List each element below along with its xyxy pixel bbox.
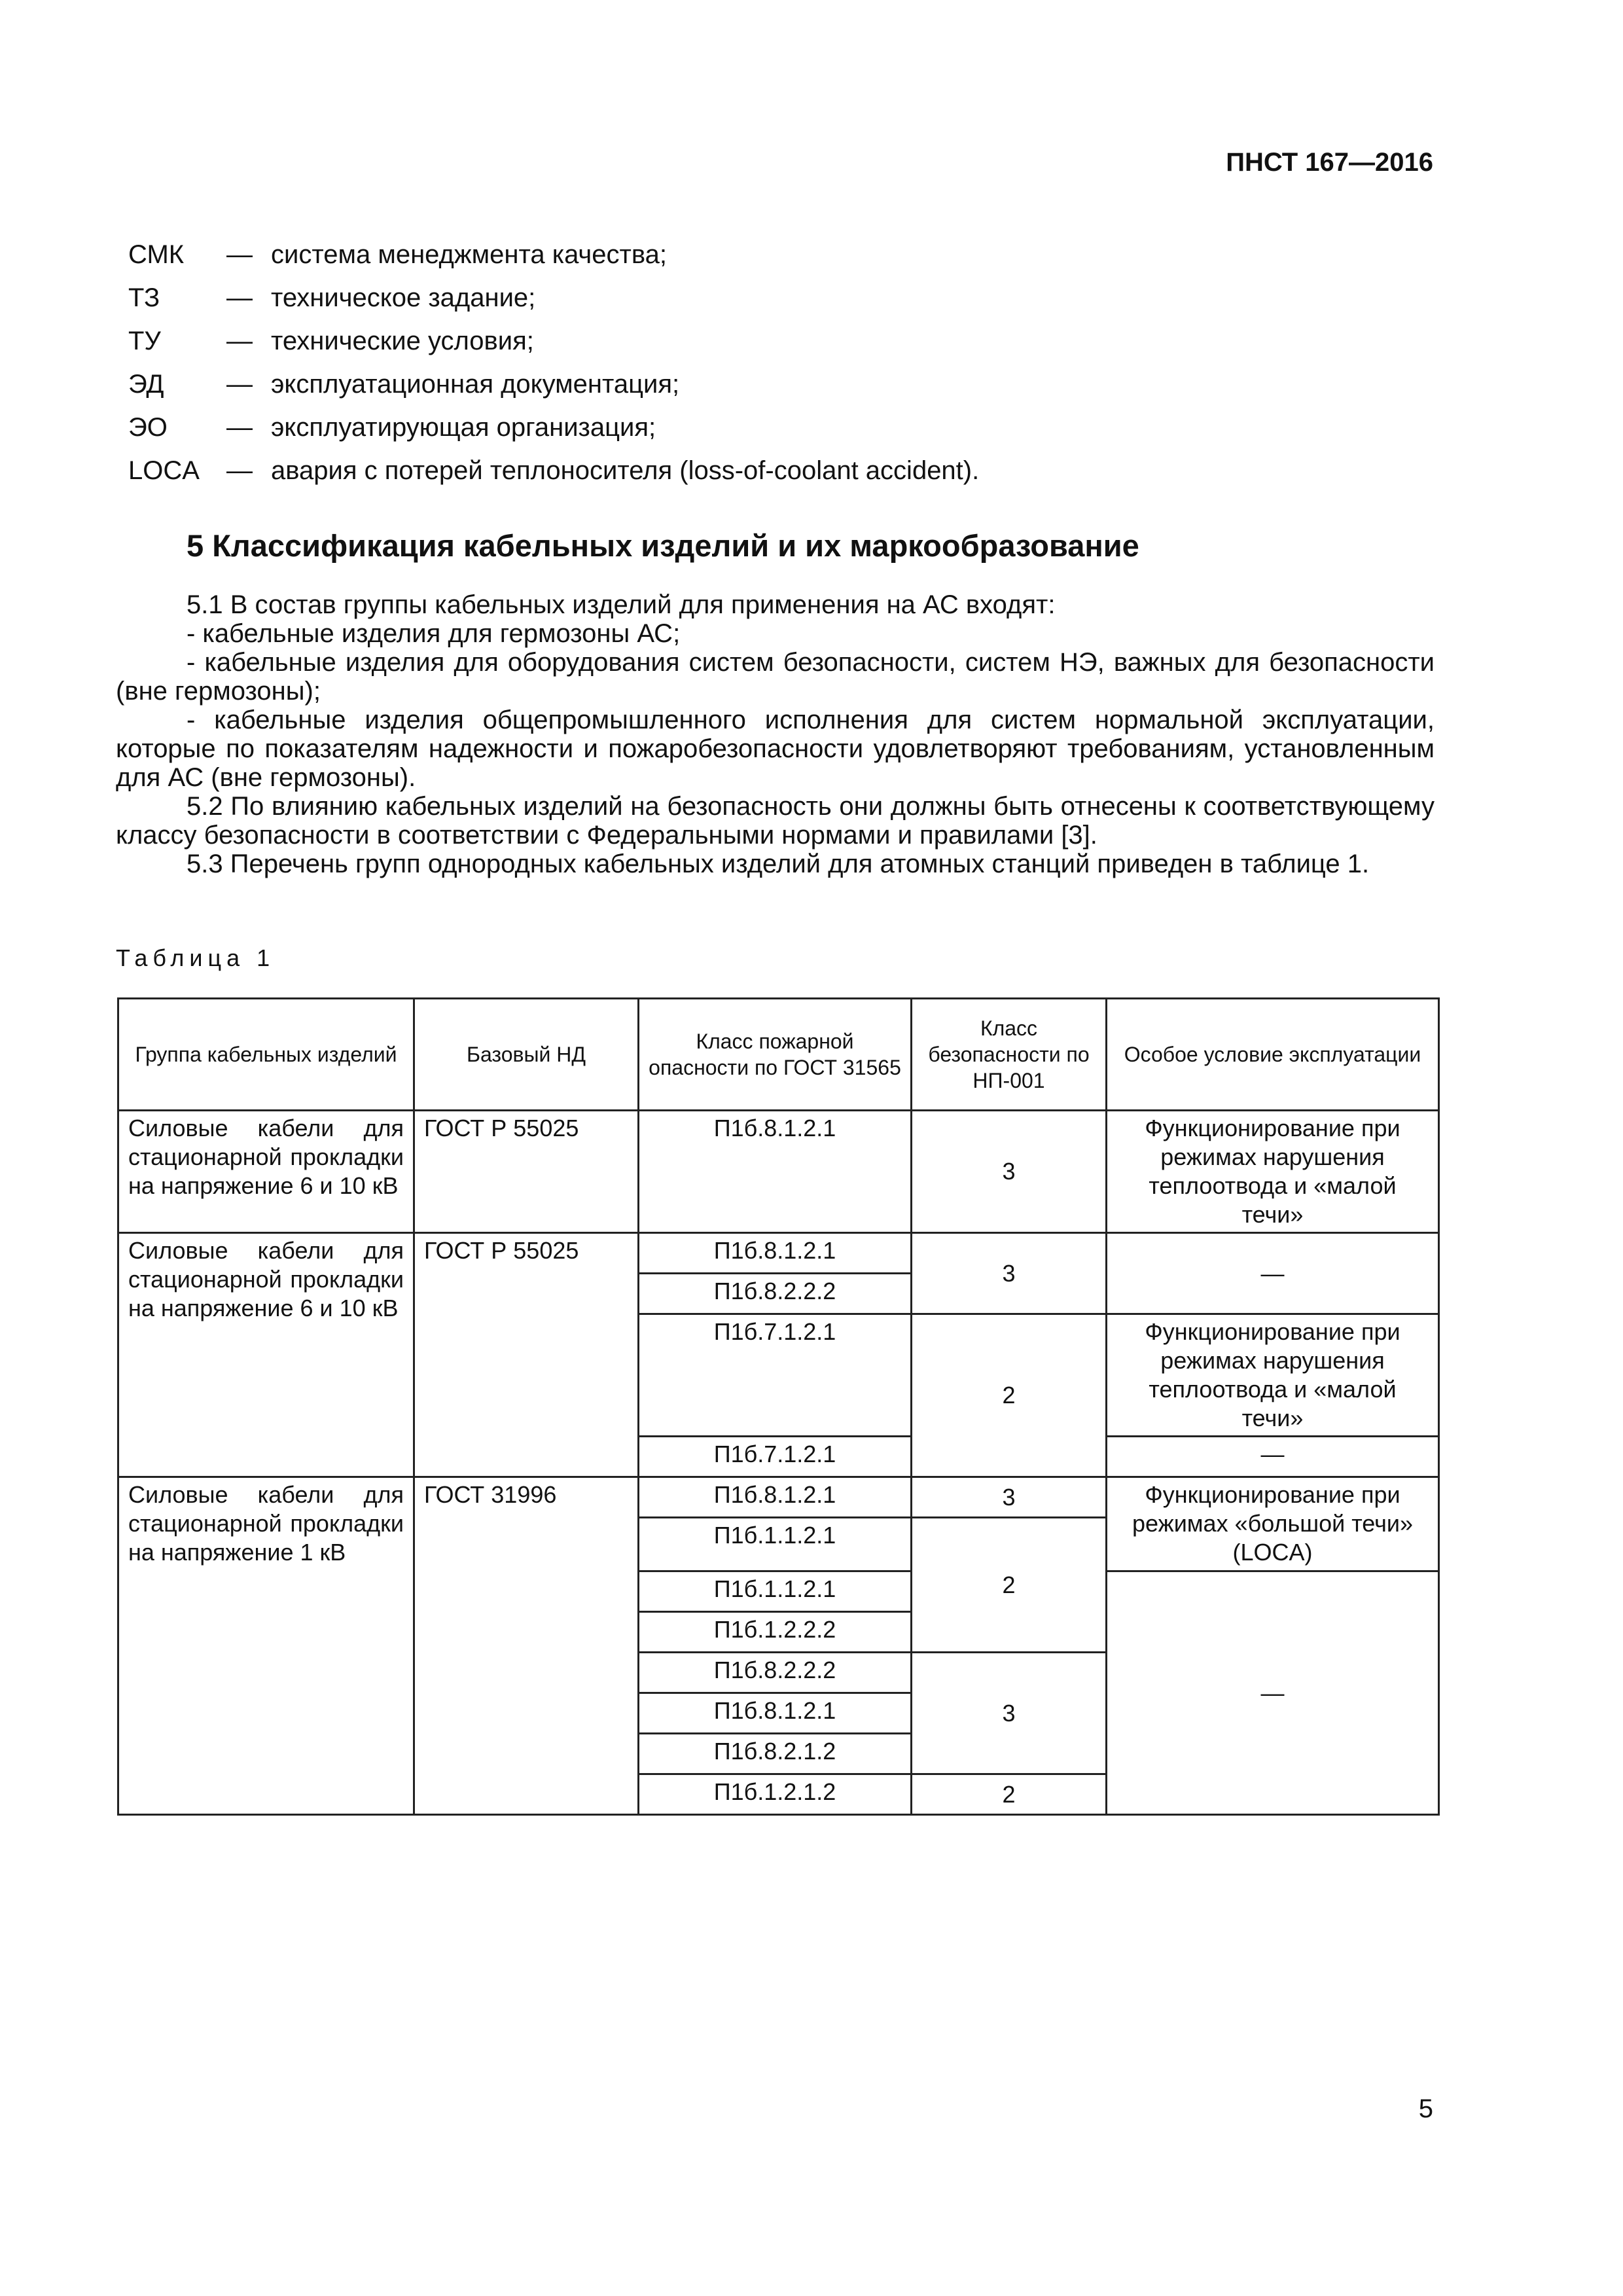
abbreviation-item: [128, 276, 1503, 319]
safety-class-cell: 2: [912, 1314, 1107, 1477]
condition-cell: —: [1107, 1571, 1439, 1815]
abbreviation-definition: технические условия;: [271, 327, 534, 355]
fire-class-cell: П1б.8.1.2.1: [639, 1111, 912, 1233]
condition-cell: Функционирование при режимах нарушения теплоотвода и «малой течи»: [1107, 1111, 1439, 1233]
condition-cell: Функционирование при режимах «большой течи» (LOCA): [1107, 1477, 1439, 1571]
abbreviation-term: LOCA: [128, 456, 200, 485]
abbreviation-term: ТЗ: [128, 283, 160, 312]
abbreviation-dash: —: [226, 370, 253, 399]
abbreviation-dash: —: [226, 240, 253, 269]
safety-class-cell: 2: [912, 1518, 1107, 1653]
fire-class-cell: П1б.8.2.2.2: [639, 1653, 912, 1693]
page-number: 5: [1418, 2094, 1433, 2123]
abbreviation-item: [128, 363, 1503, 406]
list-item: - кабельные изделия для гермозоны АС;: [187, 619, 681, 648]
table-caption: Таблица 1: [116, 944, 276, 971]
cable-group-cell: Силовые кабели для стационарной прокладки на напряжение 6 и 10 кВ: [118, 1233, 414, 1477]
safety-class-cell: 2: [912, 1774, 1107, 1815]
abbreviation-dash: —: [226, 327, 253, 355]
abbreviation-item: [128, 319, 1503, 363]
fire-class-cell: П1б.1.2.2.2: [639, 1612, 912, 1653]
safety-class-cell: 3: [912, 1233, 1107, 1314]
table-row: [118, 1233, 1439, 1274]
cable-group-cell: Силовые кабели для стационарной прокладки на напряжение 1 кВ: [118, 1477, 414, 1815]
header-condition: Особое условие эксплуатации: [1107, 999, 1439, 1111]
abbreviation-definition: эксплуатационная документация;: [271, 370, 680, 399]
fire-class-cell: П1б.1.1.2.1: [639, 1571, 912, 1612]
abbreviation-term: ЭО: [128, 413, 168, 442]
document-code: ПНСТ 167—2016: [1226, 148, 1433, 177]
fire-class-cell: П1б.7.1.2.1: [639, 1437, 912, 1477]
abbreviation-definition: техническое задание;: [271, 283, 536, 312]
abbreviation-item: [128, 406, 1503, 449]
header-base-nd: Базовый НД: [414, 999, 639, 1111]
paragraph: 5.1 В состав группы кабельных изделий для применения на АС входят:: [187, 590, 1056, 619]
abbreviation-term: СМК: [128, 240, 185, 269]
fire-class-cell: П1б.8.1.2.1: [639, 1477, 912, 1518]
paragraph: 5.3 Перечень групп однородных кабельных изделий для атомных станций приведен в таблице 1.: [187, 850, 1370, 878]
cable-group-cell: Силовые кабели для стационарной прокладки на напряжение 6 и 10 кВ: [118, 1111, 414, 1233]
abbreviation-dash: —: [226, 413, 253, 442]
safety-class-cell: 3: [912, 1477, 1107, 1518]
abbreviation-definition: авария с потерей теплоносителя (loss-of-coolant accident).: [271, 456, 980, 485]
safety-class-cell: 3: [912, 1653, 1107, 1774]
fire-class-cell: П1б.8.1.2.1: [639, 1693, 912, 1734]
section-body: [116, 590, 1435, 878]
header-fire-class: Класс пожарной опасности по ГОСТ 31565: [639, 999, 912, 1111]
fire-class-cell: П1б.8.2.1.2: [639, 1734, 912, 1774]
header-cable-group: Группа кабельных изделий: [118, 999, 414, 1111]
base-nd-cell: ГОСТ Р 55025: [414, 1233, 639, 1477]
abbreviation-item: [128, 233, 1503, 276]
cable-groups-table: [117, 997, 1440, 1816]
fire-class-cell: П1б.7.1.2.1: [639, 1314, 912, 1437]
abbreviation-definition: система менеджмента качества;: [271, 240, 667, 269]
fire-class-cell: П1б.8.2.2.2: [639, 1274, 912, 1314]
abbreviation-dash: —: [226, 456, 253, 485]
paragraph: 5.2 По влиянию кабельных изделий на безопасность они должны быть отнесены к соответствующему классу безопасности в соответствии с Федеральными нормами и правилами [3].: [116, 792, 1435, 850]
condition-cell: Функционирование при режимах нарушения теплоотвода и «малой течи»: [1107, 1314, 1439, 1437]
abbreviation-item: [128, 449, 1503, 492]
table-row: [118, 1111, 1439, 1233]
condition-cell: —: [1107, 1233, 1439, 1314]
fire-class-cell: П1б.8.1.2.1: [639, 1233, 912, 1274]
abbreviation-list: [128, 233, 1503, 492]
condition-cell: —: [1107, 1437, 1439, 1477]
abbreviation-term: ТУ: [128, 327, 161, 355]
list-item: - кабельные изделия для оборудования систем безопасности, систем НЭ, важных для безопасности (вне гермозоны);: [116, 648, 1435, 706]
abbreviation-dash: —: [226, 283, 253, 312]
list-item: - кабельные изделия общепромышленного исполнения для систем нормальной эксплуатации, которые по показателям надежности и пожаробезопасности удовлетворяют требованиям, установленным для АС (вне гермозоны).: [116, 706, 1435, 792]
safety-class-cell: 3: [912, 1111, 1107, 1233]
abbreviation-term: ЭД: [128, 370, 164, 399]
table-row: [118, 1477, 1439, 1518]
abbreviation-definition: эксплуатирующая организация;: [271, 413, 656, 442]
base-nd-cell: ГОСТ 31996: [414, 1477, 639, 1815]
base-nd-cell: ГОСТ Р 55025: [414, 1111, 639, 1233]
section-title: 5 Классификация кабельных изделий и их маркообразование: [187, 528, 1139, 563]
fire-class-cell: П1б.1.1.2.1: [639, 1518, 912, 1571]
fire-class-cell: П1б.1.2.1.2: [639, 1774, 912, 1815]
header-safety-class: Класс безопасности по НП-001: [912, 999, 1107, 1111]
table-header-row: [118, 999, 1439, 1111]
